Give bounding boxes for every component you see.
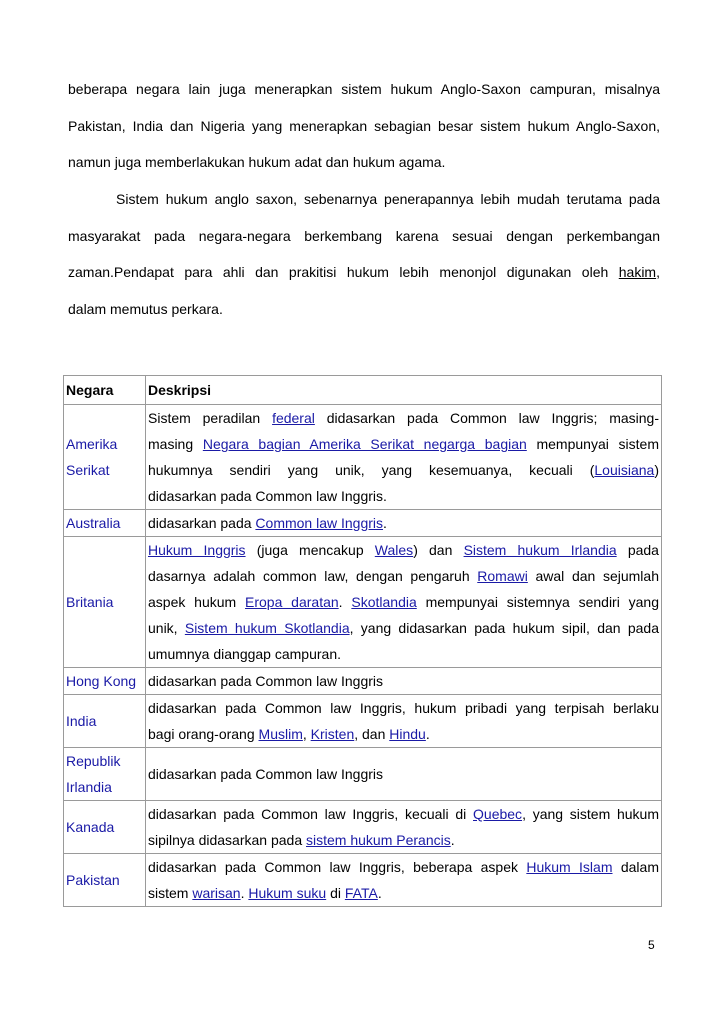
text: , dan: [354, 726, 390, 742]
link-sistem-hukum-irlandia[interactable]: Sistem hukum Irlandia: [463, 542, 617, 558]
desc-irlandia: didasarkan pada Common law Inggris: [146, 748, 662, 801]
desc-amerika-line-3: [148, 457, 659, 483]
link-hukum-suku[interactable]: Hukum suku: [248, 885, 327, 901]
desc-britania-line-1: [148, 537, 659, 563]
text: ): [654, 462, 659, 478]
page-number: 5: [648, 938, 655, 952]
text: bagi orang-orang: [148, 726, 259, 742]
table-row-irlandia: [64, 748, 662, 801]
text: .: [338, 594, 352, 610]
link-negara-bagian[interactable]: Negara bagian Amerika Serikat negarga bagian: [202, 436, 527, 452]
desc-pakistan-line-2: [148, 880, 659, 906]
country-india[interactable]: India: [64, 695, 146, 748]
paragraph-2-line-4: dalam memutus perkara.: [68, 300, 223, 317]
text: dalam: [612, 859, 659, 875]
text: aspek hukum: [148, 594, 246, 610]
desc-britania-line-4: [148, 615, 659, 641]
link-hukum-islam[interactable]: Hukum Islam: [526, 859, 613, 875]
paragraph-2-line-3-comma: ,: [656, 264, 660, 280]
table-row-britania: [64, 537, 662, 668]
text: mempunyai sistemnya sendiri yang: [416, 594, 659, 610]
text: .: [383, 515, 387, 531]
desc-australia-line: [148, 510, 659, 536]
table-header-row: [64, 376, 662, 405]
text: .: [377, 885, 382, 901]
text: didasarkan pada Common law Inggris; masing-: [314, 410, 659, 426]
desc-britania-line-3: [148, 589, 659, 615]
text: didasarkan pada Common law Inggris, beberapa aspek: [148, 859, 527, 875]
text: hukumnya sendiri yang unik, yang kesemuanya, kecuali (: [148, 462, 595, 478]
desc-pakistan-line-1: [148, 854, 659, 880]
text: dasarnya adalah common law, dengan pengaruh: [148, 568, 478, 584]
desc-india: [146, 695, 662, 748]
text: di: [326, 885, 345, 901]
country-irlandia-line-2: Irlandia: [66, 779, 112, 795]
text: sistem: [148, 885, 193, 901]
desc-amerika-line-4: didasarkan pada Common law Inggris.: [148, 488, 387, 504]
legal-systems-table: [63, 375, 662, 907]
desc-amerika: [146, 405, 662, 510]
text: pada: [616, 542, 659, 558]
link-kristen[interactable]: Kristen: [310, 726, 355, 742]
text: (juga mencakup: [245, 542, 375, 558]
desc-kanada-line-1: [148, 801, 659, 827]
text: , yang sistem hukum: [522, 806, 660, 822]
link-sistem-hukum-skotlandia[interactable]: Sistem hukum Skotlandia: [184, 620, 350, 636]
country-amerika-line-2: Serikat: [66, 462, 110, 478]
desc-britania-line-5: umumnya dianggap campuran.: [148, 646, 342, 662]
table-row-australia: [64, 510, 662, 537]
link-wales[interactable]: Wales: [374, 542, 414, 558]
table-row-amerika: [64, 405, 662, 510]
paragraph-1-line-2: Pakistan, India dan Nigeria yang menerapkan sebagian besar sistem hukum Anglo-Saxon,: [68, 117, 660, 134]
desc-britania-line-2: [148, 563, 659, 589]
table-row-pakistan: [64, 854, 662, 907]
paragraph-2-line-3-text: zaman.Pendapat para ahli dan prakitisi hukum lebih menonjol digunakan oleh: [68, 264, 619, 280]
paragraph-1-line-1: beberapa negara lain juga menerapkan sistem hukum Anglo-Saxon campuran, misalnya: [68, 81, 660, 97]
link-warisan[interactable]: warisan: [192, 885, 241, 901]
paragraph-1-line-3: namun juga memberlakukan hukum adat dan hukum agama.: [68, 154, 446, 170]
table-row-hongkong: [64, 668, 662, 695]
link-skotlandia[interactable]: Skotlandia: [351, 594, 417, 610]
country-kanada[interactable]: Kanada: [64, 801, 146, 854]
link-federal[interactable]: federal: [272, 410, 315, 426]
country-amerika[interactable]: [64, 405, 146, 510]
text: unik,: [148, 620, 185, 636]
text: .: [425, 726, 430, 742]
paragraph-1: [68, 71, 660, 181]
text: didasarkan pada Common law Inggris, kecuali di: [148, 806, 474, 822]
text: ) dan: [413, 542, 464, 558]
text: masing: [148, 436, 203, 452]
header-description: Deskripsi: [146, 376, 662, 405]
text: didasarkan pada: [148, 515, 256, 531]
link-romawi[interactable]: Romawi: [477, 568, 528, 584]
table-row-kanada: [64, 801, 662, 854]
country-pakistan[interactable]: Pakistan: [64, 854, 146, 907]
link-hukum-inggris[interactable]: Hukum Inggris: [148, 542, 246, 558]
paragraph-2-line-3: [68, 254, 660, 291]
header-country: Negara: [64, 376, 146, 405]
desc-amerika-line-2: [148, 431, 659, 457]
desc-hongkong: didasarkan pada Common law Inggris: [146, 668, 662, 695]
text: mempunyai sistem: [526, 436, 659, 452]
text: .: [450, 832, 455, 848]
text: , yang didasarkan pada hukum sipil, dan pada: [349, 620, 659, 636]
text: .: [240, 885, 249, 901]
link-sistem-hukum-perancis[interactable]: sistem hukum Perancis: [306, 832, 451, 848]
table-row-india: [64, 695, 662, 748]
link-quebec[interactable]: Quebec: [473, 806, 523, 822]
country-hongkong[interactable]: Hong Kong: [64, 668, 146, 695]
text: sipilnya didasarkan pada: [148, 832, 306, 848]
paragraph-2: [68, 181, 660, 327]
link-fata[interactable]: FATA: [344, 885, 378, 901]
country-irlandia[interactable]: [64, 748, 146, 801]
country-australia[interactable]: Australia: [64, 510, 146, 537]
link-hakim[interactable]: hakim: [618, 264, 657, 280]
desc-kanada-line-2: [148, 827, 659, 853]
country-irlandia-line-1: Republik: [66, 753, 121, 769]
country-britania[interactable]: Britania: [64, 537, 146, 668]
link-muslim[interactable]: Muslim: [258, 726, 303, 742]
text: ,: [302, 726, 311, 742]
desc-britania: [146, 537, 662, 668]
text: Sistem peradilan: [148, 410, 273, 426]
desc-pakistan: [146, 854, 662, 907]
desc-amerika-line-1: [148, 405, 659, 431]
desc-australia: [146, 510, 662, 537]
paragraph-2-line-1: Sistem hukum anglo saxon, sebenarnya penerapannya lebih mudah terutama pada: [116, 191, 660, 207]
link-common-law-inggris[interactable]: Common law Inggris: [255, 515, 384, 531]
link-hindu[interactable]: Hindu: [389, 726, 426, 742]
text: awal dan sejumlah: [527, 568, 659, 584]
link-louisiana[interactable]: Louisiana: [594, 462, 655, 478]
desc-india-line-2: [148, 721, 659, 747]
desc-india-line-1: didasarkan pada Common law Inggris, hukum pribadi yang terpisah berlaku: [148, 700, 659, 716]
paragraph-2-line-2: masyarakat pada negara-negara berkembang karena sesuai dengan perkembangan: [68, 227, 660, 244]
country-amerika-line-1: Amerika: [66, 436, 118, 452]
desc-kanada: [146, 801, 662, 854]
link-eropa-daratan[interactable]: Eropa daratan: [245, 594, 339, 610]
